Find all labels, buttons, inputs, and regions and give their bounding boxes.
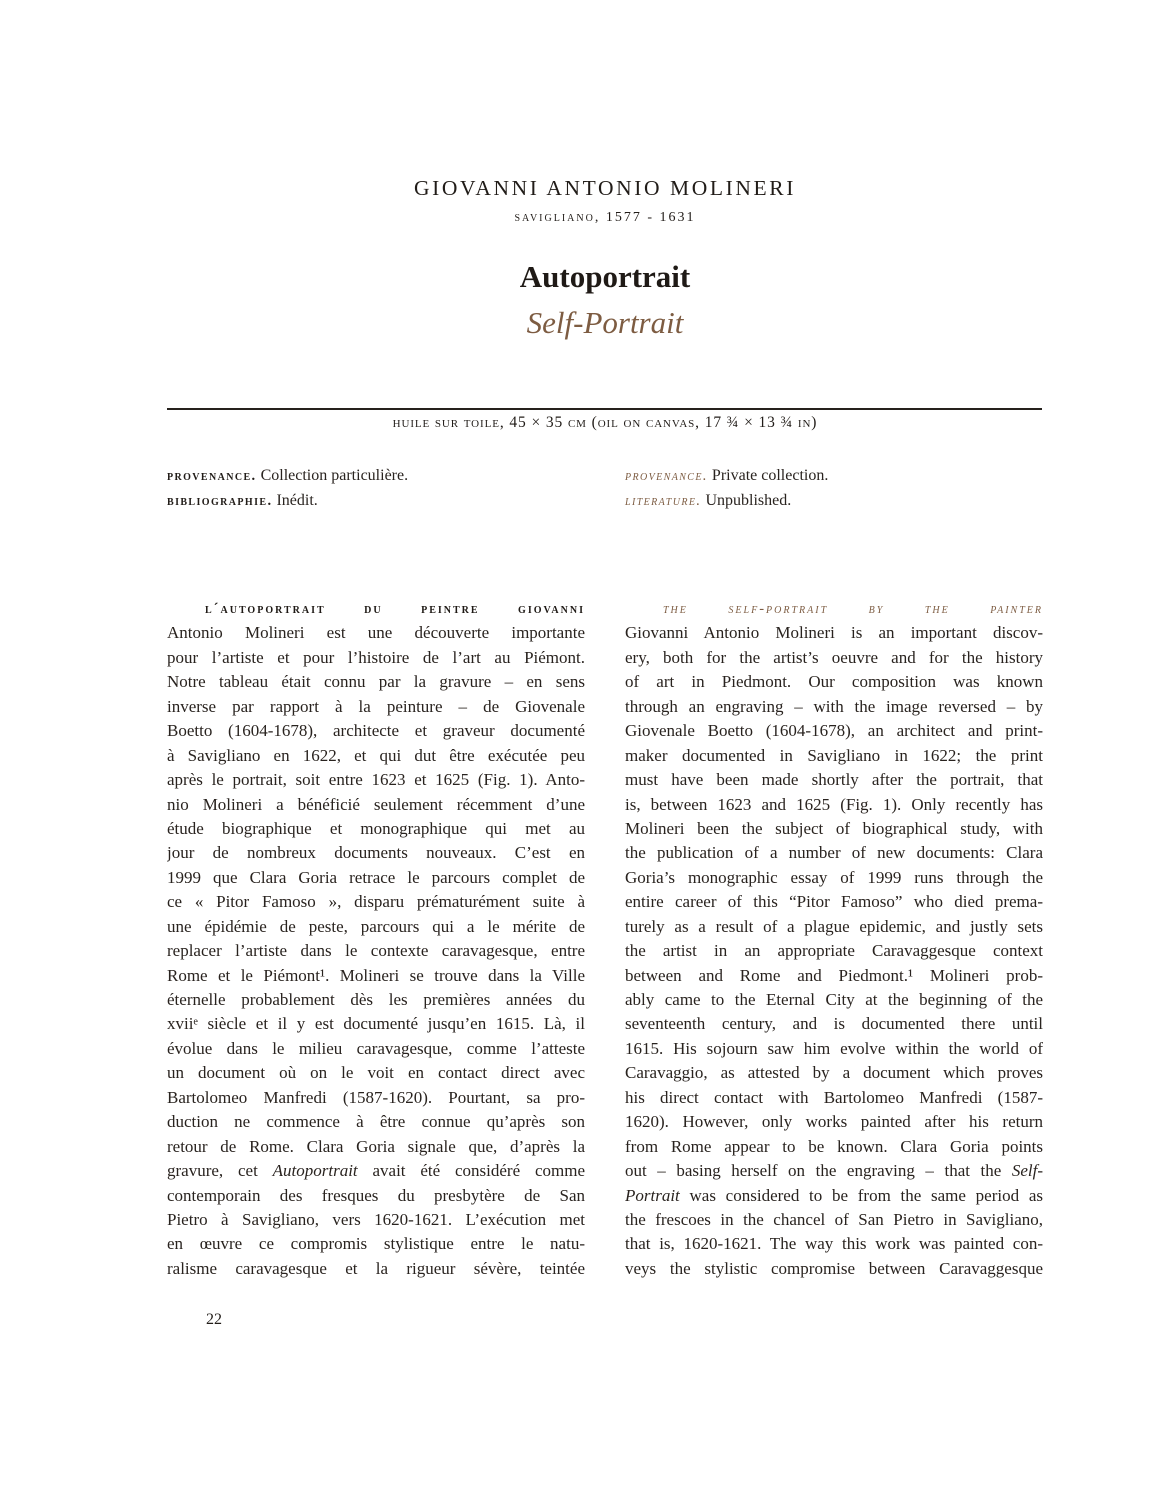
text-line: Molineri been the subject of biographical study, with <box>625 818 1043 838</box>
text-line: out – basing herself on the engraving – that the Self- <box>625 1161 1043 1181</box>
provenance-block-english <box>625 464 1043 513</box>
essay-heading-french: l´autoportrait du peintre giovanni <box>205 601 585 617</box>
text-line: Rome et le Piémont¹. Molineri se trouve dans la Ville <box>167 965 585 985</box>
bibliography-row <box>167 489 585 514</box>
essay-column-french <box>167 597 585 1281</box>
essay-text-english <box>625 621 1043 1281</box>
text-line: that is, 1620-1621. The way this work was painted con- <box>625 1234 1043 1254</box>
text-line: ralisme caravagesque et la rigueur sévère, teintée <box>167 1258 585 1278</box>
literature-value: Unpublished. <box>705 491 792 509</box>
text-line: 1999 que Clara Goria retrace le parcours complet de <box>167 867 585 887</box>
text-line: en œuvre ce compromis stylistique entre le natu- <box>167 1234 585 1254</box>
text-line: the frescoes in the chancel of San Pietro in Savigliano, <box>625 1209 1043 1229</box>
bibliography-label: bibliographie. <box>167 492 273 509</box>
work-title-french: Autoportrait <box>519 259 691 294</box>
text-line: à Savigliano en 1622, et qui dut être exécutée peu <box>167 745 585 765</box>
text-line: seventeenth century, and is documented there until <box>625 1014 1043 1034</box>
text-line: contemporain des fresques du presbytère de San <box>167 1185 585 1205</box>
provenance-value: Collection particulière. <box>260 467 409 484</box>
text-line: Antonio Molineri est une découverte importante <box>167 623 585 643</box>
text-line: the publication of a number of new documents: Clara <box>625 843 1043 863</box>
artist-dates: savigliano, 1577 - 1631 <box>514 210 696 225</box>
artist-name: GIOVANNI ANTONIO MOLINERI <box>414 176 796 200</box>
bibliography-value: Inédit. <box>276 491 318 509</box>
text-line: étude biographique et monographique qui met au <box>167 818 585 838</box>
text-line: turely as a result of a plague epidemic, and justly sets <box>625 916 1043 936</box>
text-line: jour de nombreux documents nouveaux. C’est en <box>167 843 585 863</box>
text-line: duction ne commence à être connue qu’après son <box>167 1112 585 1132</box>
text-line: éternelle probablement dès les premières années du <box>167 990 585 1009</box>
text-line: Notre tableau était connu par la gravure – en sens <box>167 672 585 692</box>
medium-dimensions-line: huile sur toile, 45 × 35 cm (oil on canvas, 17 ¾ × 13 ¾ in) <box>392 414 818 431</box>
text-line: inverse par rapport à la peinture – de Giovenale <box>167 696 585 716</box>
essay-text-french <box>167 621 585 1281</box>
text-line: Boetto (1604-1678), architecte et graveur documenté <box>167 721 585 741</box>
text-line: ery, both for the artist’s oeuvre and for the history <box>625 647 1043 667</box>
provenance-value: Private collection. <box>711 467 829 484</box>
text-line: nio Molineri a bénéficié seulement récemment d’une <box>167 794 585 814</box>
text-line: Goria’s monographic essay of 1999 runs through the <box>625 867 1043 887</box>
text-line: ce « Pitor Famoso », disparu prématurément suite à <box>167 892 585 912</box>
text-line: une épidémie de peste, parcours qui a le mérite de <box>167 916 585 936</box>
text-line: Giovanni Antonio Molineri is an important discov- <box>625 623 1043 643</box>
essay-column-english <box>625 597 1043 1281</box>
text-line: xviiᵉ siècle et il y est documenté jusqu’en 1615. Là, il <box>167 1014 585 1034</box>
literature-row <box>625 489 1043 514</box>
divider-rule <box>167 408 1042 410</box>
text-line: gravure, cet Autoportrait avait été considéré comme <box>167 1161 585 1181</box>
text-line: of art in Piedmont. Our composition was known <box>625 672 1043 692</box>
text-line: is, between 1623 and 1625 (Fig. 1). Only recently has <box>625 794 1043 814</box>
provenance-label: provenance. <box>167 468 257 484</box>
text-line: Pietro à Savigliano, vers 1620-1621. L’exécution met <box>167 1209 585 1229</box>
text-line: entire career of this “Pitor Famoso” who died prema- <box>625 892 1043 912</box>
text-line: pour l’artiste et pour l’histoire de l’art au Piémont. <box>167 647 585 667</box>
text-line: 1615. His sojourn saw him evolve within the world of <box>625 1038 1043 1058</box>
text-line: ably came to the Eternal City at the beginning of the <box>625 990 1043 1009</box>
text-line: between and Rome and Piedmont.¹ Molineri prob- <box>625 965 1043 985</box>
page-number: 22 <box>206 1311 222 1328</box>
text-line: must have been made shortly after the portrait, that <box>625 770 1043 790</box>
provenance-row <box>625 464 1043 489</box>
text-line: 1620). However, only works painted after his return <box>625 1112 1043 1132</box>
work-title-english: Self-Portrait <box>526 305 684 340</box>
provenance-row <box>167 464 585 489</box>
text-line: Bartolomeo Manfredi (1587-1620). Pourtant, sa pro- <box>167 1087 585 1107</box>
text-line: Portrait was considered to be from the same period as <box>625 1185 1043 1205</box>
text-line: Giovenale Boetto (1604-1678), an architect and print- <box>625 721 1043 741</box>
text-line: through an engraving – with the image reversed – by <box>625 696 1043 716</box>
provenance-label: provenance. <box>625 468 708 484</box>
text-line: maker documented in Savigliano in 1622; the print <box>625 745 1043 765</box>
text-line: from Rome appear to be known. Clara Goria points <box>625 1136 1043 1156</box>
text-line: après le portrait, soit entre 1623 et 1625 (Fig. 1). Anto- <box>167 770 585 790</box>
essay-heading-english: the self-portrait by the painter <box>663 601 1043 617</box>
text-line: the artist in an appropriate Caravaggesque context <box>625 941 1043 961</box>
text-line: retour de Rome. Clara Goria signale que, d’après la <box>167 1136 585 1156</box>
text-line: replacer l’artiste dans le contexte caravagesque, entre <box>167 941 585 961</box>
text-line: Caravaggio, as attested by a document which proves <box>625 1063 1043 1083</box>
text-line: veys the stylistic compromise between Caravaggesque <box>625 1258 1043 1278</box>
literature-label: literature. <box>625 492 702 509</box>
text-line: un document où on le voit en contact direct avec <box>167 1063 585 1083</box>
text-line: his direct contact with Bartolomeo Manfredi (1587- <box>625 1087 1043 1107</box>
text-line: évolue dans le milieu caravagesque, comme l’atteste <box>167 1038 585 1058</box>
provenance-block-french <box>167 464 585 513</box>
